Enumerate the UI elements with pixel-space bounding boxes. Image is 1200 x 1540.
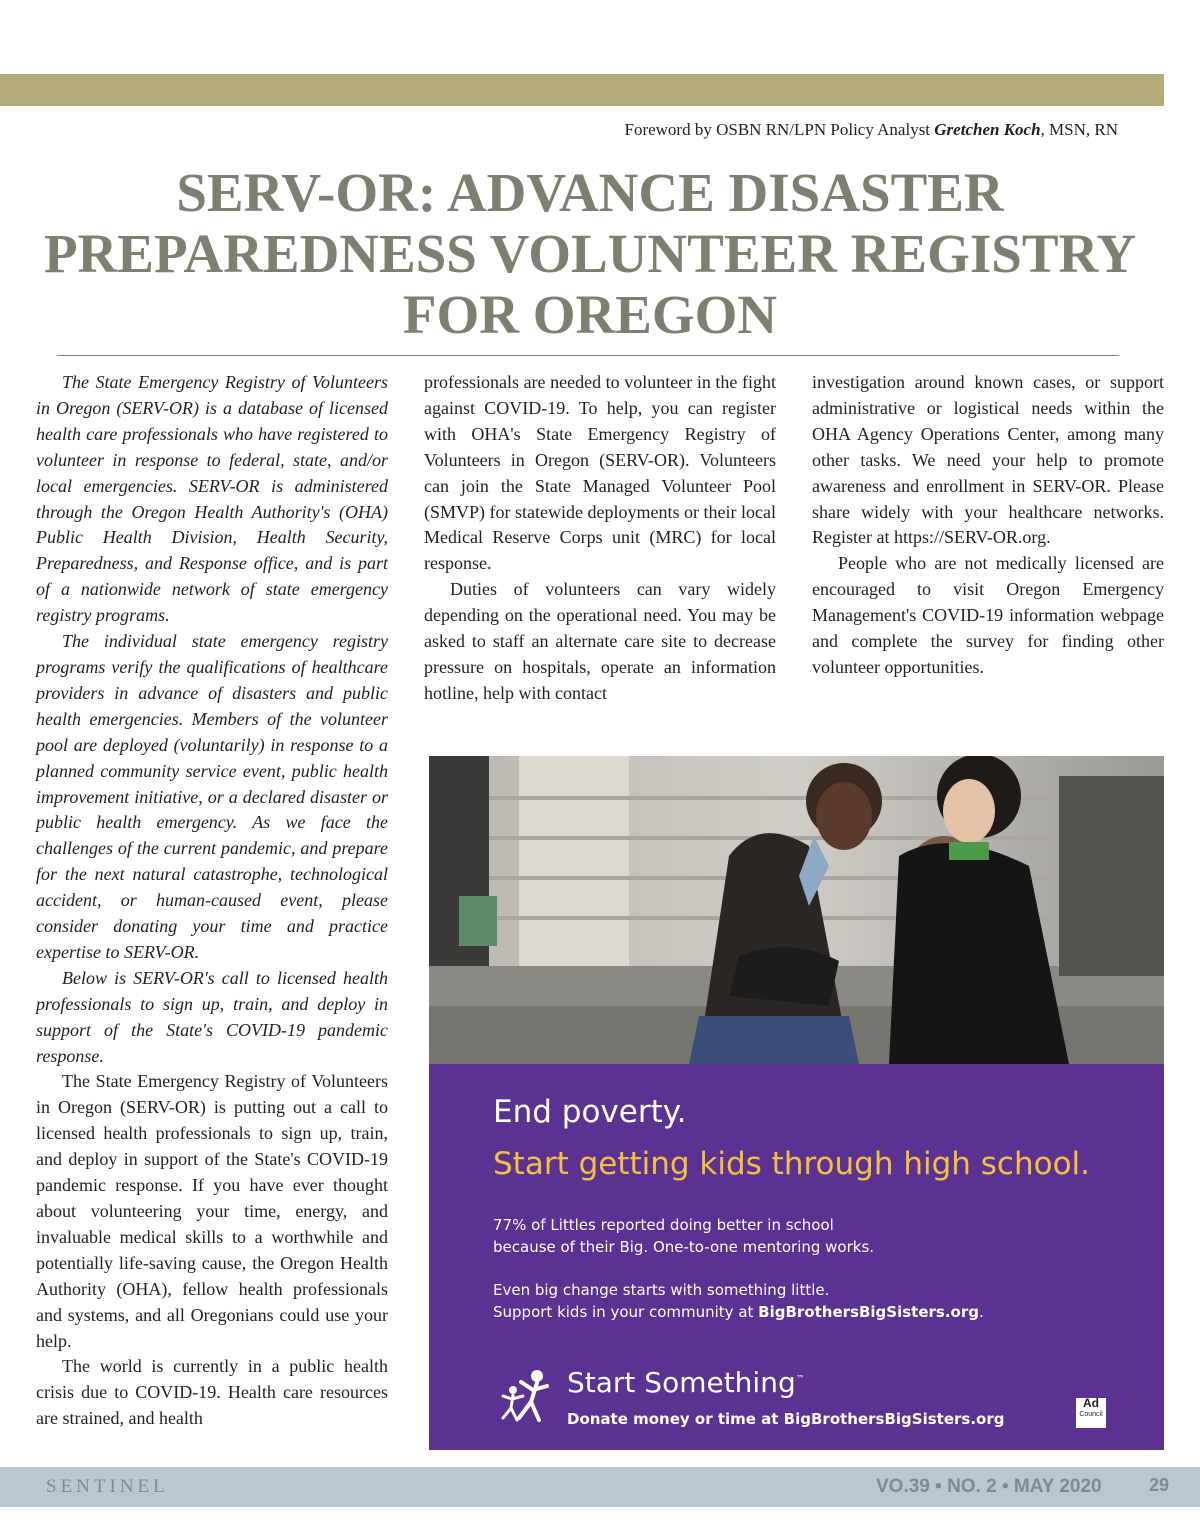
foreword-author: Gretchen Koch bbox=[934, 120, 1041, 139]
ad-line: Even big change starts with something little. bbox=[493, 1281, 830, 1299]
article-column-3 bbox=[812, 370, 1164, 681]
ad-photo-illustration bbox=[429, 756, 1164, 1064]
article-column-1 bbox=[36, 370, 388, 1432]
ad-council-bottom: Council bbox=[1079, 1411, 1103, 1418]
page-footer bbox=[0, 1467, 1200, 1507]
trademark-mark: ™ bbox=[795, 1374, 805, 1385]
ad-line: because of their Big. One-to-one mentoring works. bbox=[493, 1238, 875, 1256]
ad-line: Support kids in your community at bbox=[493, 1303, 759, 1321]
title-line-1: SERV-OR: ADVANCE DISASTER bbox=[176, 162, 1004, 223]
top-color-band bbox=[0, 74, 1164, 106]
ad-line-end: . bbox=[978, 1303, 984, 1321]
start-something-brand bbox=[567, 1366, 805, 1399]
issue-info: VO.39 • NO. 2 • MAY 2020 bbox=[876, 1476, 1102, 1497]
title-line-2: PREPAREDNESS VOLUNTEER REGISTRY bbox=[43, 223, 1137, 284]
publication-name: SENTINEL bbox=[46, 1476, 169, 1497]
ad-council-logo bbox=[1076, 1398, 1106, 1428]
ad-purple-panel bbox=[429, 1064, 1164, 1450]
article-paragraph: Below is SERV-OR's call to licensed health professionals to sign up, train, and deploy in support of the State's COVID-19 pandemic response. bbox=[36, 967, 388, 1066]
ad-donate-text: Donate money or time at BigBrothersBigSisters.org bbox=[567, 1410, 1005, 1428]
article-paragraph: The world is currently in a public health crisis due to COVID-19. Health care resources are strained, and health bbox=[36, 1356, 388, 1429]
article-title bbox=[40, 162, 1140, 345]
article-paragraph: The State Emergency Registry of Volunteers in Oregon (SERV-OR) is putting out a call to licensed health professionals to sign up, train, and deploy in support of the State's COVID-19 pandemic response. If you have ever thought about volunteering your time, energy, and invaluable medical skills to a worthwhile and potentially life-saving cause, the Oregon Health Authority (OHA), fellow health professionals and systems, and all Oregonians could use your help. bbox=[36, 1071, 388, 1351]
ad-line: 77% of Littles reported doing better in school bbox=[493, 1216, 834, 1234]
ad-council-top: Ad bbox=[1083, 1396, 1099, 1410]
article-paragraph: The State Emergency Registry of Volunteers in Oregon (SERV-OR) is a database of licensed health care professionals who have registered to volunteer in response to federal, state, and/or local emergencies. SERV-OR is administered through the Oregon Health Authority's (OHA) Public Health Division, Health Security, Preparedness, and Response office, and is part of a nationwide network of state emergency registry programs. bbox=[36, 372, 388, 626]
article-paragraph: Duties of volunteers can vary widely depending on the operational need. You may be asked to staff an alternate care site to decrease pressure on hospitals, operate an information hotline, help with contact bbox=[424, 579, 776, 703]
foreword-credit bbox=[624, 120, 1118, 140]
bbbs-advertisement bbox=[429, 756, 1164, 1450]
ad-stat-text bbox=[493, 1214, 874, 1258]
ad-headline: End poverty. bbox=[493, 1094, 687, 1130]
article-column-2 bbox=[424, 370, 776, 707]
title-divider bbox=[57, 355, 1119, 356]
article-paragraph: People who are not medically licensed are encouraged to visit Oregon Emergency Management's COVID-19 information webpage and complete the survey for finding other volunteer opportunities. bbox=[812, 553, 1164, 677]
article-paragraph: The individual state emergency registry programs verify the qualifications of healthcare providers in advance of disasters and public health emergencies. Members of the volunteer pool are deployed (voluntarily) in response to a planned community service event, public health improvement initiative, or a declared disaster or public health emergency. As we face the challenges of the current pandemic, and prepare for the next natural catastrophe, technological accident, or human-caused event, please consider donating your time and practice expertise to SERV-OR. bbox=[36, 631, 388, 962]
bbbs-link[interactable]: BigBrothersBigSisters.org bbox=[758, 1303, 979, 1321]
article-paragraph: professionals are needed to volunteer in the fight against COVID-19. To help, you can register with OHA's State Emergency Registry of Volunteers in Oregon (SERV-OR). Volunteers can join the State Managed Volunteer Pool (SMVP) for statewide deployments or their local Medical Reserve Corps unit (MRC) for local response. bbox=[424, 372, 776, 574]
foreword-suffix: , MSN, RN bbox=[1040, 120, 1118, 139]
ad-call-to-action bbox=[493, 1279, 984, 1323]
page-number: 29 bbox=[1149, 1475, 1170, 1495]
brand-name: Start Something bbox=[567, 1366, 796, 1399]
title-line-3: FOR OREGON bbox=[402, 284, 778, 345]
ad-photo bbox=[429, 756, 1164, 1064]
start-something-logo-icon bbox=[497, 1368, 553, 1426]
article-paragraph: investigation around known cases, or support administrative or logistical needs within the OHA Agency Operations Center, among many other tasks. We need your help to promote awareness and enrollment in SERV-OR. Please share widely with your healthcare networks. Register at https://SERV-OR.org. bbox=[812, 372, 1164, 548]
ad-subheadline: Start getting kids through high school. bbox=[493, 1146, 1091, 1182]
foreword-prefix: Foreword by OSBN RN/LPN Policy Analyst bbox=[624, 120, 935, 139]
